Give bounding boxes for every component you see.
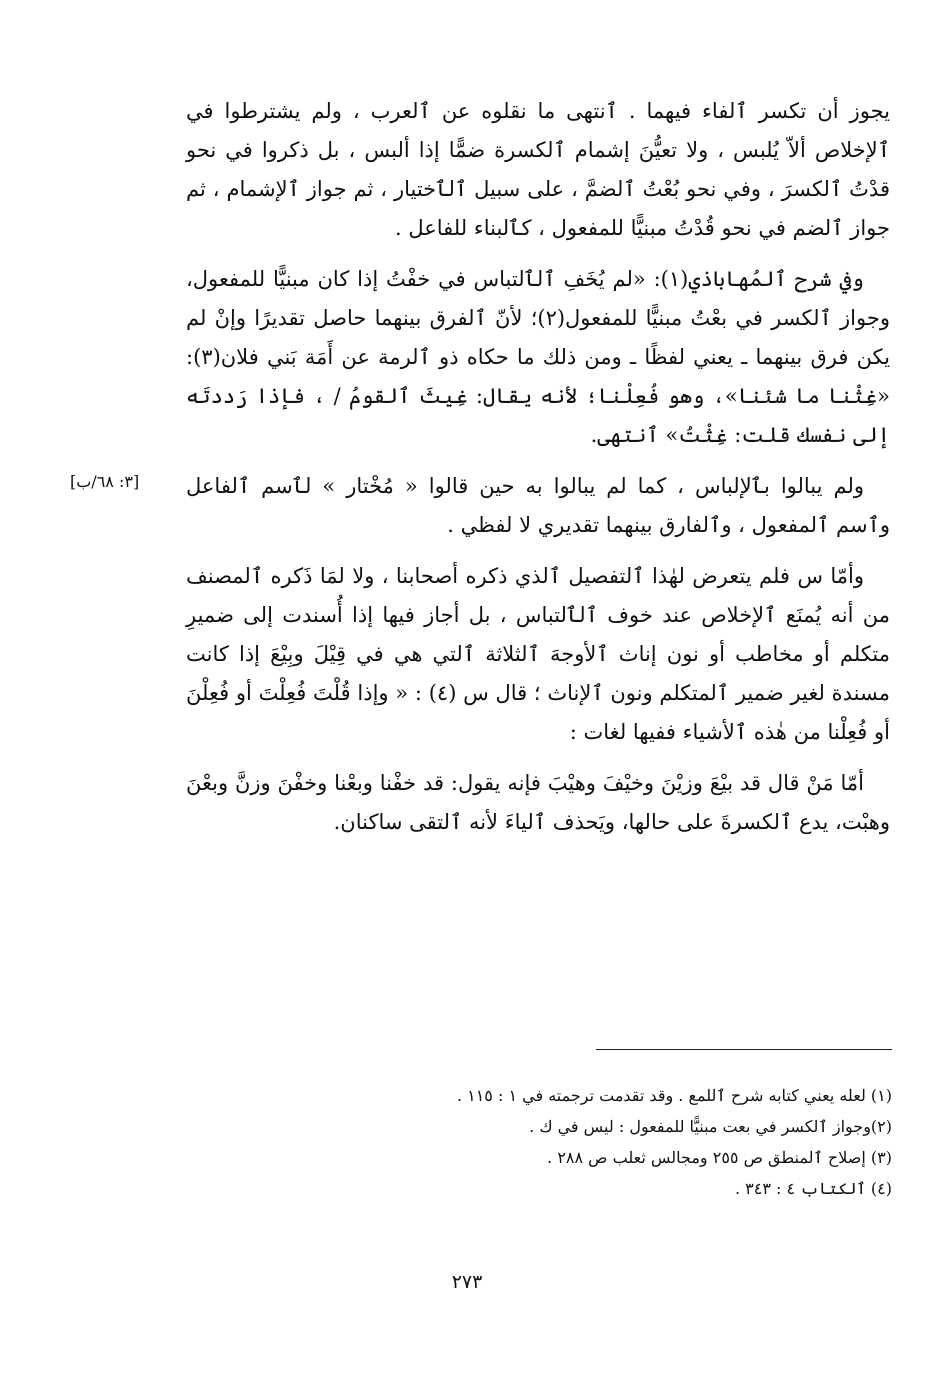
paragraph-2: وفي شرح ٱلمُهاباذي(١): «لم يُخَفِ ٱلٱلتباس في خفْتُ إذا كان مبنيًّا للمفعول، وجواز ٱلكسر في بعْتُ مبنيًّا للمفعول(٢)؛ لأنّ ٱلفرق بينهما حاصل تقديرًا وإنْ لم يكن فرق بينهما ـ يعني لفظًا ـ ومن ذلك ما حكاه ذو ٱلرمة عن أَمَة بَني فلان(٣): «غِثْنا ما شئنا»، وهو فُعِلْنا؛ لأنه يقال: غِيثَ ٱلقومُ / ، فإذا رَددتَه إلى نفسك قلت: غِثْتُ» ٱنتهى.	[186, 267, 890, 447]
paragraph-1: يجوز أن تكسر ٱلفاء فيهما . ٱنتهى ما نقلوه عن ٱلعرب ، ولم يشترطوا في ٱلإخلاص ألاّ يُلبس ، ولا تعيُّنَ إشمام ٱلكسرة ضمًّا إذا ألبس ، بل ذكروا في نحو قدْتُ ٱلكسرَ ، وفي نحو بُعْتُ ٱلضمَّ ، على سبيل ٱلٱختيار ، ثم جواز ٱلإشمام ، ثم جواز ٱلضم في نحو قُدْتُ مبنيًّا للمفعول ، كٱلبناء للفاعل .	[186, 99, 890, 240]
footnote-4: (٤) ٱلكتاب ٤ : ٣٤٣ .	[735, 1179, 892, 1198]
main-text	[186, 92, 890, 854]
footnote-separator	[596, 1049, 892, 1050]
paragraph-3: ولم يبالوا بٱلإلباس ، كما لم يبالوا به حين قالوا « مُخْتار » لٱسم ٱلفاعل وٱسم ٱلمفعول ، وٱلفارق بينهما تقديري لا لفظي .	[186, 474, 890, 537]
footnotes	[300, 1080, 892, 1204]
footnote-1: (١) لعله يعني كتابه شرح ٱللمع . وقد تقدمت ترجمته في ١ : ١١٥ .	[456, 1086, 892, 1105]
footnote-3: (٣) إصلاح ٱلمنطق ص ٢٥٥ ومجالس ثعلب ص ٢٨٨ .	[547, 1148, 892, 1167]
paragraph-5: أمّا مَنْ قال قد بيْعَ وزيْنَ وخيْفَ وهيْبَ فإنه يقول: قد خفْنا وبعْنا وخفْنَ وزنَّ وبعْنَ وهبْت، يدع ٱلكسرةَ على حالها، ويَحذف ٱلياءَ لأنه ٱلتقى ساكنان.	[186, 771, 890, 834]
paragraph-4: وأمّا س فلم يتعرض لهٰذا ٱلتفصيل ٱلذي ذكره أصحابنا ، ولا لمَا ذَكره ٱلمصنف من أنه يُمنَع ٱلإخلاص عند خوف ٱلٱلتباس ، بل أجاز فيها إذا أُسندت إلى ضميرِ متكلم أو مخاطب أو نون إناث ٱلأوجهَ ٱلثلاثة ٱلتي هي في قِيْلَ وبِيْعَ إذا كانت مسندة لغير ضمير ٱلمتكلم ونون ٱلإناث ؛ قال س (٤) : « وإذا قُلْتَ فُعِلْتَ أو فُعِلْنَ أو فُعِلْنا من هٰذه ٱلأشياء ففيها لغات :	[186, 564, 890, 744]
page-number: ٢٧٣	[451, 1271, 483, 1293]
footnote-2: (٢)وجواز ٱلكسر في بعت مبنيًّا للمفعول : ليس في ك .	[529, 1117, 892, 1136]
manuscript-folio-reference: [٣: ٦٨/ب]	[70, 472, 140, 491]
